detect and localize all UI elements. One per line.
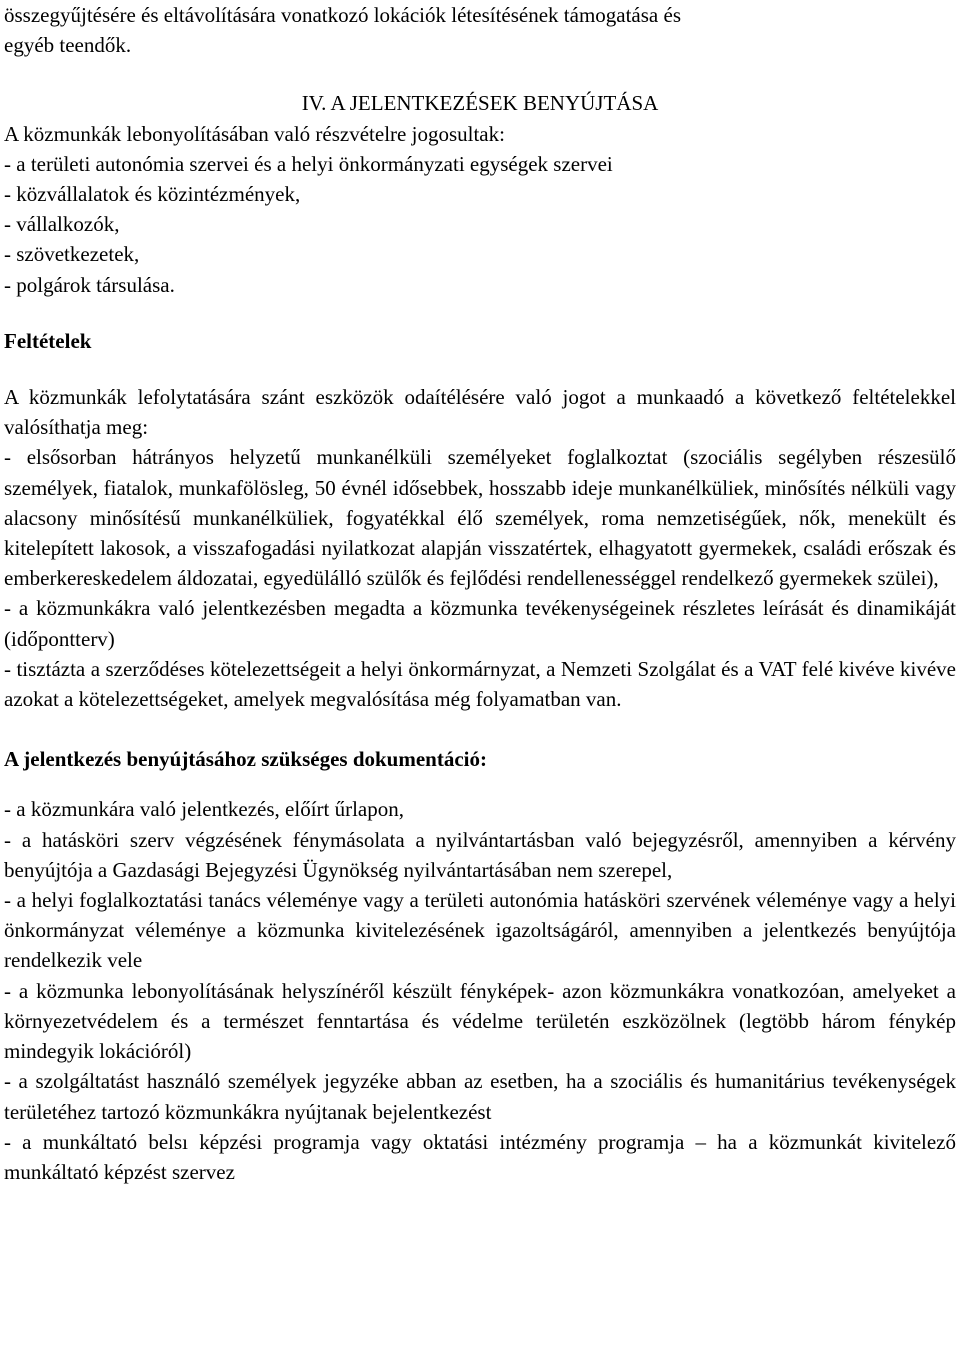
intro-line-1: összegyűjtésére és eltávolítására vonatkozó lokációk létesítésének támogatása és xyxy=(4,3,681,27)
conditions-heading: Feltételek xyxy=(4,328,92,353)
documentation-item: - a munkáltató belsı képzési programja vagy oktatási intézmény programja – ha a közmunkát kivitelező munkáltató képzést szervez xyxy=(4,1129,956,1184)
documentation-item: - a közmunka lebonyolításának helyszínéről készült fényképek- azon közmunkákra vonatkozóan, amelyeket a környezetvédelem és a természet fenntartása és védelme területén eszközölnek (legtöbb három fénykép mindegyik lokációról) xyxy=(4,978,956,1064)
documentation-heading: A jelentkezés benyújtásához szükséges dokumentáció: xyxy=(4,747,487,772)
document-page xyxy=(4,0,956,1187)
documentation-item: - a szolgáltatást használó személyek jegyzéke abban az esetben, ha a szociális és humanitárius tevékenységek területéhez tartozó közmunkákra nyújtanak bejelentkezést xyxy=(4,1069,956,1124)
documentation-item: - a közmunkára való jelentkezés, előírt űrlapon, xyxy=(4,797,405,822)
eligibility-item: - közvállalatok és közintézmények, xyxy=(4,182,301,207)
eligibility-lead: A közmunkák lebonyolításában való részvételre jogosultak: xyxy=(4,121,505,146)
section-title: IV. A JELENTKEZÉSEK BENYÚJTÁSA xyxy=(301,91,659,116)
condition-item: - a közmunkákra való jelentkezésben megadta a közmunka tevékenységeinek részletes leírását és dinamikáját (időpontterv) xyxy=(4,596,956,651)
documentation-item: - a hatásköri szerv végzésének fénymásolata a nyilvántartásban való bejegyzésről, amennyiben a kérvény benyújtója a Gazdasági Bejegyzési Ügynökség nyilvántartásában nem szerepel, xyxy=(4,827,956,882)
eligibility-item: - szövetkezetek, xyxy=(4,242,140,267)
eligibility-item: - a területi autonómia szervei és a helyi önkormányzati egységek szervei xyxy=(4,151,613,176)
eligibility-item: - polgárok társulása. xyxy=(4,272,175,297)
documentation-item: - a helyi foglalkoztatási tanács véleménye vagy a területi autonómia hatásköri szervének véleménye vagy a helyi önkormányzat véleménye a közmunka kivitelezésének igazoltságáról, amennyiben a jelentkezés benyújtója rendelkezik vele xyxy=(4,888,956,973)
conditions-intro: A közmunkák lefolytatására szánt eszközök odaítélésére való jogot a munkaadó a következő feltételekkel valósíthatja meg: xyxy=(4,385,956,440)
eligibility-item: - vállalkozók, xyxy=(4,212,120,237)
intro-line-2: egyéb teendők. xyxy=(4,33,132,58)
condition-item: - tisztázta a szerződéses kötelezettségeit a helyi önkormárnyzat, a Nemzeti Szolgálat és a VAT felé kivéve kivéve azokat a kötelezettségeket, amelyek megvalósítása még folyamatban van. xyxy=(4,656,956,712)
condition-item: - elsősorban hátrányos helyzetű munkanélküli személyeket foglalkoztat (szociális segélyben részesülő személyek, fiatalok, munkafölösleg, 50 évnél idősebbek, hosszabb ideje munkanélküliek, minősítés nélküli vagy alacsony minősítésű munkanélküliek, fogyatékkal élő személyek, roma nemzetiségűek, nők, menekült és kitelepített lakosok, a visszafogadási nyilatkozat alapján visszatértek, elhagyatott gyermekek, családi erőszak és emberkereskedelem áldozatai, egyedülálló szülők és fejlődési rendellenességgel rendelkező gyermekek szülei), xyxy=(4,445,956,591)
